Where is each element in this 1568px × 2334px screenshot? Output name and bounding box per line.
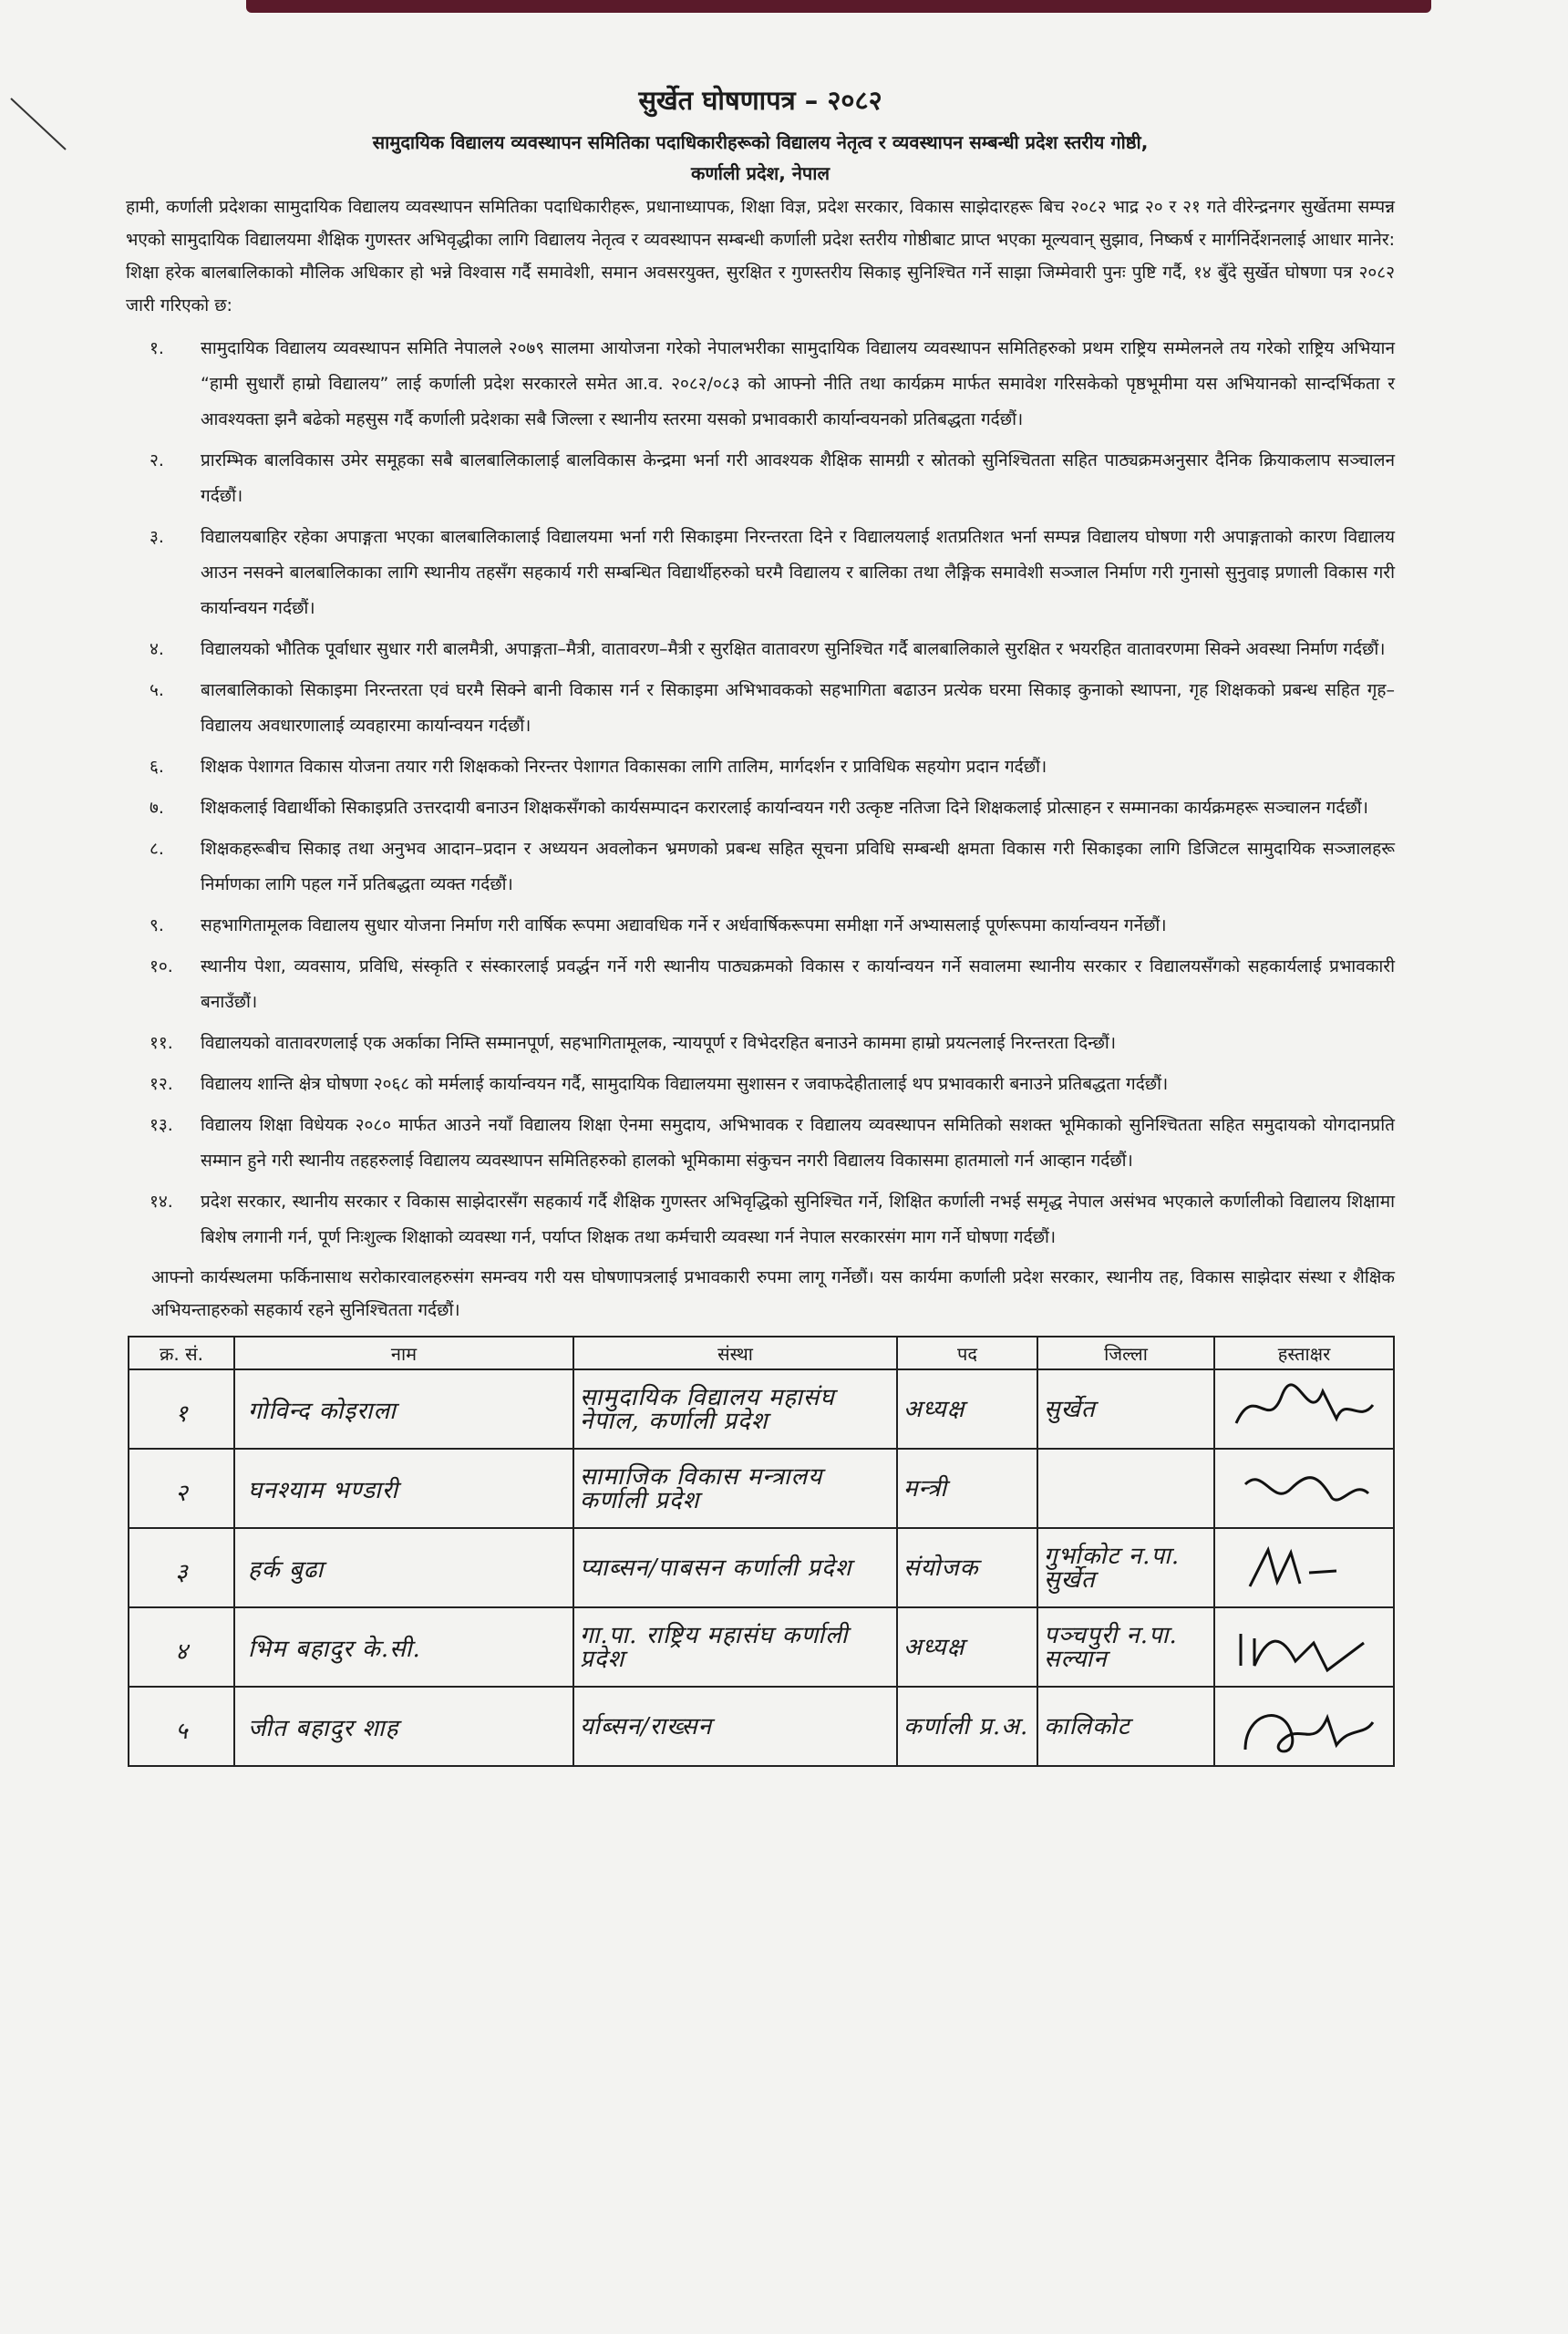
row-position: कर्णाली प्र.अ. [897,1687,1037,1766]
point-number: १२. [150,1074,173,1094]
row-organization: सामुदायिक विद्यालय महासंघ नेपाल, कर्णाली प्रदेश [573,1369,897,1449]
point-text: सामुदायिक विद्यालय व्यवस्थापन समिति नेपालले २०७९ सालमा आयोजना गरेको नेपालभरीका सामुदायिक विद्यालय व्यवस्थापन समितिहरुको प्रथम राष्ट्रिय सम्मेलनले तय गरेको राष्ट्रिय अभियान “हामी सुधारौं हाम्रो विद्यालय” लाई कर्णाली प्रदेश सरकारले समेत आ.व. २०८२/०८३ को आफ्नो नीति तथा कार्यक्रम मार्फत समावेश गरिसकेको पृष्ठभूमीमा यस अभियानको सान्दर्भिकता र आवश्यक्ता झनै बढेको महसुस गर्दै कर्णाली प्रदेशका सबै जिल्ला र स्थानीय स्तरमा यसको प्रभावकारी कार्यान्वयनको प्रतिबद्धता गर्दछौं। [201,338,1395,429]
row-district: गुर्भाकोट न.पा. सुर्खेत [1037,1528,1214,1607]
row-name: जीत बहादुर शाह [234,1687,573,1766]
declaration-point [126,949,1395,1020]
document-subtitle-line2: कर्णाली प्रदेश, नेपाल [690,162,830,184]
row-signature [1214,1449,1394,1528]
handwritten-signature [1227,1536,1382,1600]
declaration-points [126,331,1395,1255]
point-number: १०. [150,956,173,976]
point-number: ३. [150,527,164,547]
row-name: भिम बहादुर के.सी. [234,1607,573,1687]
signature-row [129,1687,1394,1766]
top-binding-strip [246,0,1431,13]
declaration-page [126,82,1395,1767]
row-signature [1214,1687,1394,1766]
signature-row [129,1607,1394,1687]
point-number: ८. [150,839,164,859]
declaration-point [126,331,1395,438]
document-subtitle-line1: सामुदायिक विद्यालय व्यवस्थापन समितिका पदाधिकारीहरूको विद्यालय नेतृत्व र व्यवस्थापन सम्बन्धी प्रदेश स्तरीय गोष्ठी, [372,131,1149,153]
signature-row [129,1369,1394,1449]
declaration-point [126,749,1395,785]
declaration-point [126,790,1395,826]
row-district: पञ्चपुरी न.पा. सल्यान [1037,1607,1214,1687]
point-number: ७. [150,798,164,818]
row-signature [1214,1369,1394,1449]
row-signature [1214,1607,1394,1687]
point-text: प्रारम्भिक बालविकास उमेर समूहका सबै बालबालिकालाई बालविकास केन्द्रमा भर्ना गरी आवश्यक शैक्षिक सामग्री र स्रोतको सुनिश्चितता सहित पाठ्यक्रमअनुसार दैनिक क्रियाकलाप सञ्चालन गर्दछौं। [201,450,1395,506]
row-serial: १ [129,1369,234,1449]
row-district: सुर्खेत [1037,1369,1214,1449]
declaration-point [126,1067,1395,1102]
handwritten-signature [1227,1378,1382,1441]
row-position: अध्यक्ष [897,1607,1037,1687]
closing-paragraph: आफ्नो कार्यस्थलमा फर्किनासाथ सरोकारवालहरुसंग समन्वय गरी यस घोषणापत्रलाई प्रभावकारी रुपमा लागू गर्नेछौं। यस कार्यमा कर्णाली प्रदेश सरकार, स्थानीय तह, विकास साझेदार संस्था र शैक्षिक अभियन्ताहरुको सहकार्य रहने सुनिश्चितता गर्दछौं। [151,1267,1395,1320]
point-text: बालबालिकाको सिकाइमा निरन्तरता एवं घरमै सिक्ने बानी विकास गर्न र सिकाइमा अभिभावकको सहभागिता बढाउन प्रत्येक घरमा सिकाइ कुनाको स्थापना, गृह शिक्षकको प्रबन्ध सहित गृह–विद्यालय अवधारणालाई व्यवहारमा कार्यान्वयन गर्दछौं। [201,680,1395,736]
row-serial: २ [129,1449,234,1528]
point-number: २. [150,450,164,470]
row-serial: ३ [129,1528,234,1607]
declaration-point [126,1108,1395,1179]
declaration-point [126,908,1395,944]
row-name: गोविन्द कोइराला [234,1369,573,1449]
signature-table [128,1336,1395,1767]
row-district: कालिकोट [1037,1687,1214,1766]
declaration-point [126,443,1395,514]
declaration-point [126,632,1395,667]
row-organization: र्याब्सन/राख्सन [573,1687,897,1766]
point-text: विद्यालय शान्ति क्षेत्र घोषणा २०६८ को मर्मलाई कार्यान्वयन गर्दै, सामुदायिक विद्यालयमा सुशासन र जवाफदेहीतालाई थप प्रभावकारी बनाउने प्रतिबद्धता गर्दछौं। [201,1074,1169,1094]
point-number: ४. [150,639,164,659]
point-number: ५. [150,680,164,700]
pen-stroke-mark [7,91,71,155]
signature-row [129,1449,1394,1528]
handwritten-signature [1227,1457,1382,1521]
row-organization: गा.पा. राष्ट्रिय महासंघ कर्णाली प्रदेश [573,1607,897,1687]
point-text: विद्यालयको भौतिक पूर्वाधार सुधार गरी बालमैत्री, अपाङ्गता–मैत्री, वातावरण–मैत्री र सुरक्षित वातावरण सुनिश्चित गर्दै बालबालिकाले सुरक्षित र भयरहित वातावरणमा सिक्ने अवस्था निर्माण गर्दछौं। [201,639,1386,659]
row-organization: प्याब्सन/पाबसन कर्णाली प्रदेश [573,1528,897,1607]
header-serial: क्र. सं. [129,1337,234,1369]
header-signature: हस्ताक्षर [1214,1337,1394,1369]
row-district [1037,1449,1214,1528]
row-serial: ४ [129,1607,234,1687]
point-text: प्रदेश सरकार, स्थानीय सरकार र विकास साझेदारसँग सहकार्य गर्दै शैक्षिक गुणस्तर अभिवृद्धिको सुनिश्चित गर्ने, शिक्षित कर्णाली नभई समृद्ध नेपाल असंभव भएकाले कर्णालीको विद्यालय शिक्षामा बिशेष लगानी गर्न, पूर्ण निःशुल्क शिक्षाको व्यवस्था गर्न, पर्याप्त शिक्षक तथा कर्मचारी व्यवस्था गर्न नेपाल सरकारसंग माग गर्ने घोषणा गर्दछौं। [201,1192,1395,1247]
point-number: १. [150,338,164,358]
handwritten-signature [1227,1616,1382,1679]
signature-table-header [129,1337,1394,1369]
point-text: सहभागितामूलक विद्यालय सुधार योजना निर्माण गरी वार्षिक रूपमा अद्यावधिक गर्ने र अर्धवार्षिकरूपमा समीक्षा गर्ने अभ्यासलाई पूर्णरूपमा कार्यान्वयन गर्नेछौं। [201,915,1167,935]
header-name: नाम [234,1337,573,1369]
point-text: विद्यालयको वातावरणलाई एक अर्काका निम्ति सम्मानपूर्ण, सहभागितामूलक, न्यायपूर्ण र विभेदरहित बनाउने काममा हाम्रो प्रयत्नलाई निरन्तरता दिन्छौं। [201,1033,1117,1053]
document-title: सुर्खेत घोषणापत्र – २०८२ [638,85,882,116]
header-organization: संस्था [573,1337,897,1369]
row-name: हर्क बुढा [234,1528,573,1607]
declaration-point [126,520,1395,626]
header-district: जिल्ला [1037,1337,1214,1369]
point-text: शिक्षक पेशागत विकास योजना तयार गरी शिक्षकको निरन्तर पेशागत विकासका लागि तालिम, मार्गदर्शन र प्राविधिक सहयोग प्रदान गर्दछौं। [201,757,1047,777]
header-position: पद [897,1337,1037,1369]
intro-paragraph: हामी, कर्णाली प्रदेशका सामुदायिक विद्यालय व्यवस्थापन समितिका पदाधिकारीहरू, प्रधानाध्यापक, शिक्षा विज्ञ, प्रदेश सरकार, विकास साझेदारहरू बिच २०८२ भाद्र २० र २१ गते वीरेन्द्रनगर सुर्खेतमा सम्पन्न भएको सामुदायिक विद्यालयमा शैक्षिक गुणस्तर अभिवृद्धीका लागि विद्यालय नेतृत्व र व्यवस्थापन सम्बन्धी कर्णाली प्रदेश स्तरीय गोष्ठीबाट प्राप्त भएका मूल्यवान् सुझाव, निष्कर्ष र मार्गनिर्देशनलाई आधार मानेर: शिक्षा हरेक बालबालिकाको मौलिक अधिकार हो भन्ने विश्वास गर्दै समावेशी, समान अवसरयुक्त, सुरक्षित र गुणस्तरीय सिकाइ सुनिश्चित गर्ने साझा जिम्मेवारी पुनः पुष्टि गर्दै, १४ बुँदे सुर्खेत घोषणा पत्र २०८२ जारी गरिएको छ: [126,197,1395,315]
point-text: स्थानीय पेशा, व्यवसाय, प्रविधि, संस्कृति र संस्कारलाई प्रवर्द्धन गर्ने गरी स्थानीय पाठ्यक्रमको विकास र कार्यान्वयन गर्ने सवालमा स्थानीय सरकार र विद्यालयसँगको सहकार्यलाई प्रभावकारी बनाउँछौं। [201,956,1395,1012]
row-position: मन्त्री [897,1449,1037,1528]
declaration-point [126,1026,1395,1061]
row-organization: सामाजिक विकास मन्त्रालय कर्णाली प्रदेश [573,1449,897,1528]
point-number: १३. [150,1115,173,1135]
declaration-point [126,1184,1395,1255]
point-number: ६. [150,757,164,777]
point-text: शिक्षकहरूबीच सिकाइ तथा अनुभव आदान–प्रदान र अध्ययन अवलोकन भ्रमणको प्रबन्ध सहित सूचना प्रविधि सम्बन्धी क्षमता विकास गरी सिकाइका लागि डिजिटल सामुदायिक सञ्जालहरू निर्माणका लागि पहल गर्ने प्रतिबद्धता व्यक्त गर्दछौं। [201,839,1395,894]
point-number: १४. [150,1192,173,1212]
point-text: विद्यालयबाहिर रहेका अपाङ्गता भएका बालबालिकालाई विद्यालयमा भर्ना गरी सिकाइमा निरन्तरता दिने र विद्यालयलाई शतप्रतिशत भर्ना सम्पन्न विद्यालय घोषणा गरी अपाङ्गताको कारण विद्यालय आउन नसक्ने बालबालिकाका लागि स्थानीय तहसँग सहकार्य गरी सम्बन्धित विद्यार्थीहरुको घरमै विद्यालय र बालिका तथा लैङ्गिक समावेशी सञ्जाल निर्माण गरी गुनासो सुनुवाइ प्रणाली विकास गरी कार्यान्वयन गर्दछौं। [201,527,1395,618]
point-number: ९. [150,915,164,935]
row-name: घनश्याम भण्डारी [234,1449,573,1528]
row-position: अध्यक्ष [897,1369,1037,1449]
declaration-point [126,831,1395,903]
row-serial: ५ [129,1687,234,1766]
point-text: शिक्षकलाई विद्यार्थीको सिकाइप्रति उत्तरदायी बनाउन शिक्षकसँगको कार्यसम्पादन करारलाई कार्यान्वयन गरी उत्कृष्ट नतिजा दिने शिक्षकलाई प्रोत्साहन र सम्मानका कार्यक्रमहरू सञ्चालन गर्दछौं। [201,798,1368,818]
handwritten-signature [1227,1695,1382,1759]
signature-row [129,1528,1394,1607]
row-position: संयोजक [897,1528,1037,1607]
point-number: ११. [150,1033,173,1053]
point-text: विद्यालय शिक्षा विधेयक २०८० मार्फत आउने नयाँ विद्यालय शिक्षा ऐनमा समुदाय, अभिभावक र विद्यालय व्यवस्थापन समितिको सशक्त भूमिकाको सुनिश्चितता सहित समुदायको योगदानप्रति सम्मान हुने गरी स्थानीय तहहरुलाई विद्यालय व्यवस्थापन समितिहरुको हालको भूमिकामा संकुचन नगरी विद्यालय विकासमा हातमालो गर्न आव्हान गर्दछौं। [201,1115,1395,1171]
row-signature [1214,1528,1394,1607]
declaration-point [126,673,1395,744]
